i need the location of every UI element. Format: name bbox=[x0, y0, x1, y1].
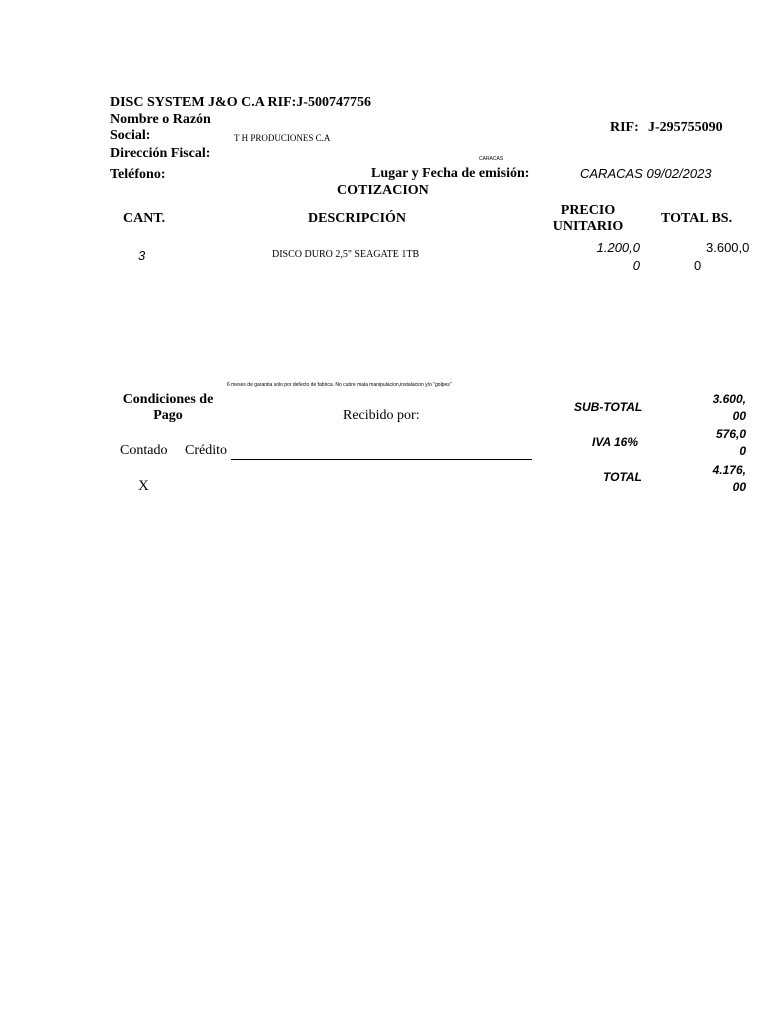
client-name-label-line2: Social: bbox=[110, 128, 151, 143]
column-header-unit-price-line2: UNITARIO bbox=[552, 219, 624, 234]
company-name: DISC SYSTEM J&O C.A RIF:J-500747756 bbox=[110, 95, 371, 110]
row-1-description: DISCO DURO 2,5" SEAGATE 1TB bbox=[272, 249, 420, 260]
subtotal-label: SUB-TOTAL bbox=[574, 400, 643, 414]
total-value-line2: 00 bbox=[732, 480, 746, 494]
phone-label: Teléfono: bbox=[110, 167, 166, 182]
client-name-label-line1: Nombre o Razón bbox=[110, 112, 211, 127]
column-header-description: DESCRIPCIÓN bbox=[308, 211, 407, 226]
document-title: COTIZACION bbox=[337, 183, 429, 198]
payment-conditions-label bbox=[114, 392, 222, 424]
total-value-line1: 4.176, bbox=[712, 463, 746, 477]
subtotal-value-line1: 3.600, bbox=[712, 392, 746, 406]
client-rif-value: J-295755090 bbox=[648, 120, 723, 135]
row-1-total-line1: 3.600,0 bbox=[706, 240, 750, 255]
client-rif-label: RIF: bbox=[610, 120, 639, 135]
column-header-unit-price bbox=[548, 203, 628, 235]
address-value: CARACAS bbox=[479, 156, 504, 162]
place-date-label: Lugar y Fecha de emisión: bbox=[371, 166, 530, 181]
row-1-unit-price-line2: 0 bbox=[632, 258, 640, 273]
subtotal-value bbox=[686, 391, 746, 425]
payment-conditions-label-line1: Condiciones de bbox=[122, 392, 214, 407]
row-1-total-line2: 0 bbox=[694, 258, 702, 273]
iva-value bbox=[686, 426, 746, 460]
received-by-label: Recibido por: bbox=[343, 408, 420, 423]
total-label: TOTAL bbox=[603, 470, 642, 484]
total-value bbox=[686, 462, 746, 496]
row-1-quantity: 3 bbox=[138, 248, 146, 263]
cash-label: Contado bbox=[120, 443, 168, 458]
iva-value-line1: 576,0 bbox=[715, 427, 746, 441]
iva-value-line2: 0 bbox=[739, 444, 746, 458]
row-1-total bbox=[694, 239, 749, 275]
subtotal-value-line2: 00 bbox=[732, 409, 746, 423]
client-name-value: T H PRODUCIONES C.A bbox=[234, 133, 331, 143]
row-1-unit-price bbox=[580, 239, 640, 275]
column-header-quantity: CANT. bbox=[123, 211, 166, 226]
iva-label: IVA 16% bbox=[592, 435, 639, 449]
credit-label: Crédito bbox=[185, 443, 227, 458]
payment-conditions-label-line2: Pago bbox=[153, 408, 183, 423]
address-label: Dirección Fiscal: bbox=[110, 146, 211, 161]
warranty-note: 6 meses de garantia solo por defecto de fabrica. No cubre mala manipulacion,instalacion y/o "golpes" bbox=[227, 382, 452, 388]
column-header-unit-price-line1: PRECIO bbox=[560, 203, 616, 218]
column-header-total: TOTAL BS. bbox=[661, 211, 733, 226]
payment-mark: X bbox=[138, 478, 149, 494]
place-date-value: CARACAS 09/02/2023 bbox=[580, 166, 712, 181]
signature-line bbox=[231, 459, 532, 460]
row-1-unit-price-line1: 1.200,0 bbox=[596, 240, 640, 255]
